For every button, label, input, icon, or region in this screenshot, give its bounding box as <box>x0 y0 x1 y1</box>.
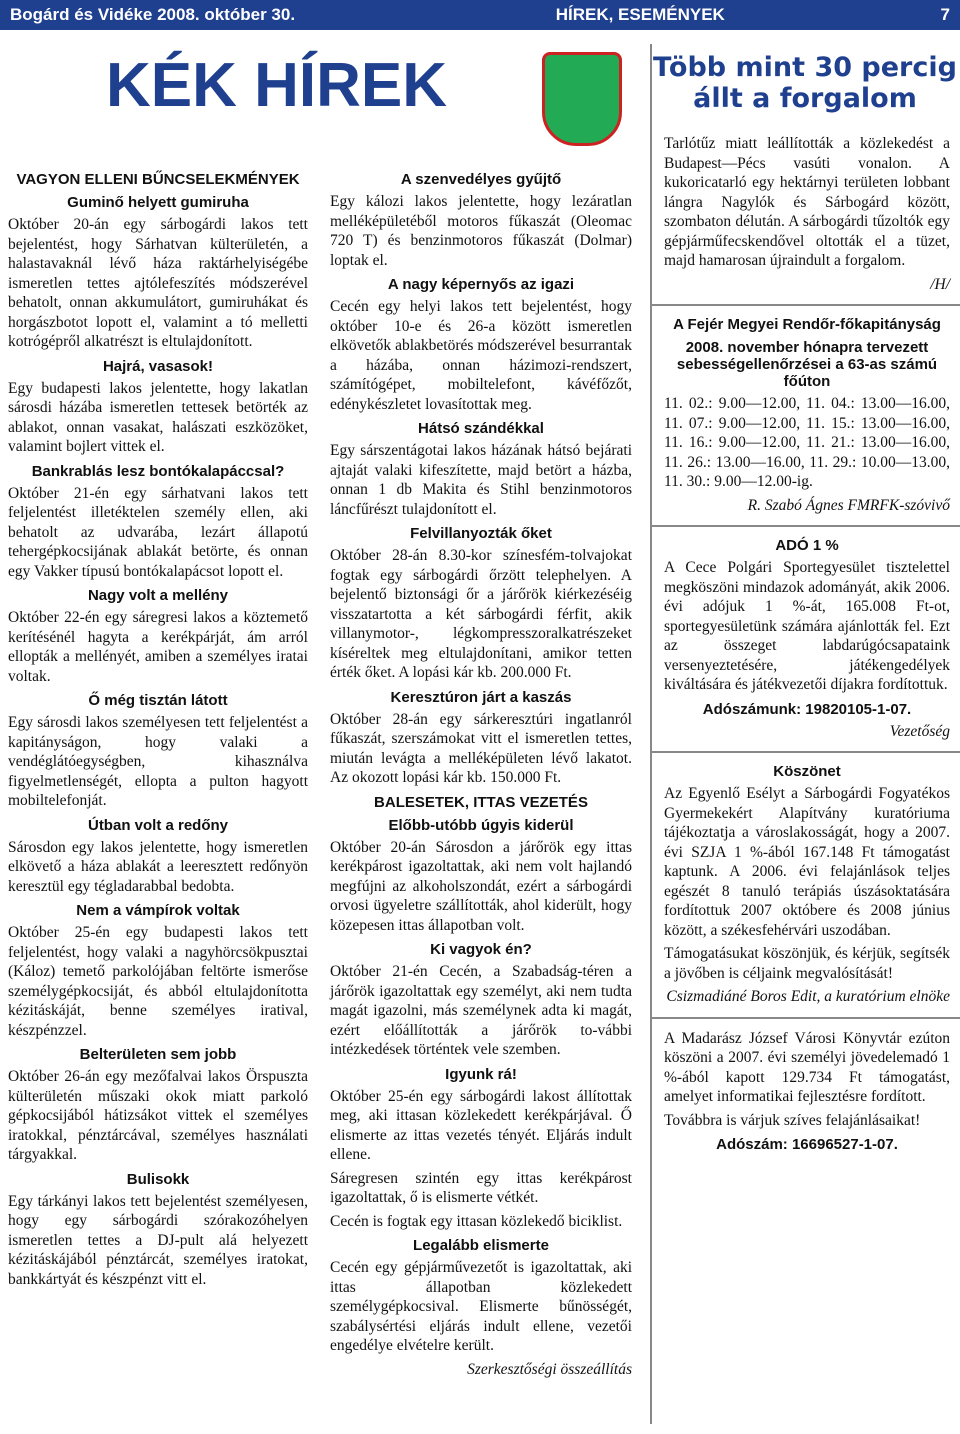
article-heading: Bulisokk <box>126 1170 190 1188</box>
article-heading: Köszönet <box>773 763 841 780</box>
article-heading: Legalább elismerte <box>413 1237 549 1254</box>
article-paragraph: Továbbra is várjuk szíves felajánlásaikat! <box>664 1111 921 1129</box>
article-paragraph: Október 28-án egy sárkeresztúri ingatlanról fűkaszát, szerszámokat vitt el ismeretlen tettes, miután levágta a melléképületen lévő lakatot. Az okozott lopási kár kb. 150.000 Ft. <box>330 710 632 786</box>
byline: Vezetőség <box>889 722 950 740</box>
page-header <box>0 0 960 30</box>
article-paragraph: A Cece Polgári Sportegyesület tisztelettel megköszöni mindazok adományát, akik 2006. évi adójuk 1 %-át, 165.008 Ft-ot, sportegyesületünk számára ajánlották fel. Ezt az összeget labdarúgócsapataink versenyeztetésére, játékengedélyek kiváltására és játékvezetői díjakra fordítottuk. <box>664 559 950 693</box>
article-heading: BALESETEK, ITTAS VEZETÉS <box>374 793 588 811</box>
article-paragraph: Tarlótűz miatt leállították a közlekedést a Budapest—Pécs vasúti vonalon. A kukoricatarló egy hektárnyi területen lobbant lángra Nagylók és Sárbogárd között, szombaton délután. A sárbogárdi tűzoltók egy gépjárműfecskendővel oltották el a tüzet, majd hamarosan újraindult a forgalom. <box>664 135 950 269</box>
article-heading: A Fejér Megyei Rendőr-főkapitányság <box>673 316 941 333</box>
article-paragraph: Egy sárosdi lakos személyesen tett feljelentést a kapitányságon, hogy valaki a vendéglátóegységben, kihasználva figyelmetlenségét, ellopta a pulton hagyott mobiltelefonját. <box>8 714 308 809</box>
banner <box>0 44 640 154</box>
article-heading: Belterületen sem jobb <box>79 1046 237 1063</box>
article-heading: Útban volt a redőny <box>87 816 229 834</box>
article-heading: A nagy képernyős az igazi <box>387 276 575 293</box>
column-1 <box>8 165 308 1293</box>
article-paragraph: A Madarász József Városi Könyvtár ezúton köszöni a 2007. évi személyi jövedelemadó 1 %-ából kapott 129.734 Ft támogatást, amelyet informatikai fejlesztésre fordított. <box>664 1029 950 1105</box>
article-heading: Nem a vámpírok voltak <box>76 902 240 919</box>
article-paragraph: Sárosdon egy lakos jelentette, hogy ismeretlen elkövető a háza ablakát a leeresztett redőnyön keresztül egy tégladarabbal bedobta. <box>8 838 308 895</box>
article-paragraph: Október 25-én egy sárbogárdi lakost állítottak meg, aki ittasan közlekedett kerékpárjával. Ő elismerte az ittas vezetés tényét. Eljárás indult ellene. <box>330 1087 632 1163</box>
article-heading: Adószámunk: 19820105-1-07. <box>702 700 912 718</box>
article-heading: A szenvedélyes gyűjtő <box>400 171 562 188</box>
article-paragraph: Október 21-én egy sárhatvani lakos tett feljelentést illetéktelen személy ellen, aki behatolt az udvarába, lezárt állapotú tehergépkocsijának ablakát betörte, és onnan egy Vakker típusú bontókalapácsot lopott el. <box>8 484 308 580</box>
column-3 <box>664 134 950 1157</box>
article-paragraph: Egy tárkányi lakos tett bejelentést személyesen, hogy egy sárbogárdi szórakozóhelyen ismeretlen tettes a DJ-pult alá helyezett kézitáskájából pénztárcát, személyes iratokat, bankkártyát és készpénzt vitt el. <box>8 1192 308 1288</box>
article-heading: 2008. november hónapra tervezett sebességellenőrzései a 63-as számú főúton <box>676 339 938 390</box>
article-paragraph: Cecén is fogtak egy ittasan közlekedő biciklist. <box>330 1212 623 1230</box>
box-title: Több mint 30 percig állt a forgalom <box>653 52 957 114</box>
article-paragraph: Október 28-án 8.30-kor színesfém-tolvajokat fogtak egy sárbogárdi őrzött telephelyen. A bejelentő biztonsági őr a járőrök kiérkezéséig visszatartotta a két sárbogárdi férfit, akik villanymotor-, légkompresszoralkatrészeket kíséreltek meg eltulajdonítani, amikor tetten érték őket. A lopási kár kb. 200.000 Ft. <box>330 547 632 681</box>
article-heading: Ki vagyok én? <box>430 941 532 958</box>
paper-name: Bogárd és Vidéke 2008. október 30. <box>10 5 296 24</box>
divider <box>650 304 960 306</box>
article-heading: Ő még tisztán látott <box>88 692 228 709</box>
article-paragraph: Egy kálozi lakos jelentette, hogy lezáratlan melléképületéből motoros fűkaszát (Oleomac 720 T) és benzinmotoros fűkaszát (Dolmar) loptak el. <box>330 193 632 269</box>
article-paragraph: Október 26-án egy mezőfalvai lakos Örspuszta külterületén műszaki okok miatt parkoló gépkocsijából hátizsákot vittek el személyes iratokkal, pénztárcával, személyes használati tárgyakkal. <box>8 1068 308 1163</box>
byline: /H/ <box>930 275 950 293</box>
article-heading: ADÓ 1 % <box>775 537 839 554</box>
article-heading: Nagy volt a mellény <box>87 587 229 604</box>
article-paragraph: Egy budapesti lakos jelentette, hogy lakatlan sárosdi házába ismeretlen tettesek betörték az ablakot, onnan vasakat, halászati eszközöket, valamint bojlert vittek el. <box>8 379 308 455</box>
article-paragraph: Október 21-én Cecén, a Szabadság-téren a járőrök igazoltattak egy személyt, aki nem tudta magát igazolni, más személynek adta ki magát, ezért előállították a járőrök to-vábbi intézkedések történtek vele szemben. <box>330 963 632 1058</box>
article-paragraph: Támogatásukat köszönjük, és kérjük, segítsék a jövőben is céljaink megvalósítását! <box>664 945 950 982</box>
police-badge-icon <box>542 52 622 146</box>
page-number: 7 <box>940 5 950 24</box>
page-title: KÉK HÍREK <box>106 51 448 120</box>
article-paragraph: Cecén egy helyi lakos tett bejelentést, hogy október 10-e és 26-a között ismeretlen elkövetők ablakbetörés módszerével besurrantak a házába, onnan házimozi-rendszert, számítógépet, mobiltelefont, kávéfőzőt, edénykészletet lovasítottak meg. <box>330 298 632 413</box>
article-heading: Hátsó szándékkal <box>418 420 544 437</box>
article-heading: Igyunk rá! <box>445 1065 517 1083</box>
article-heading: Előbb-utóbb úgyis kiderül <box>388 816 574 834</box>
article-paragraph: Október 25-én egy budapesti lakos tett feljelentést, hogy valaki a nagyhörcsökpusztai (Káloz) temető parkolójában feltörte ismerőse személygépkocsiját, és abból eltulajdonította kézitáskáját, benne személyes iratival, készpénzzel. <box>8 924 308 1039</box>
article-paragraph: Sáregresen szintén egy ittas kerékpárost igazoltattak, ő is elismerte vétkét. <box>330 1169 632 1206</box>
article-heading: Keresztúron járt a kaszás <box>390 688 572 706</box>
article-heading: Felvillanyozták őket <box>410 525 552 542</box>
article-paragraph: Október 20-án egy sárbogárdi lakos tett bejelentést, hogy Sárhatvan külterületén, a halastavaknál lévő háza raktárhelyiségébe ismeretlen tettes ajtólefeszítés módszerével behatolt, onnan akkumulátort, gumiruhákat és horgászbotot lopott el, valamint a tó melletti kotrógépről alkatrészt is eltulajdonított. <box>8 216 308 350</box>
divider <box>650 525 960 527</box>
byline: R. Szabó Ágnes FMRFK-szóvivő <box>747 496 950 514</box>
article-heading: Adószám: 16696527-1-07. <box>716 1136 898 1153</box>
article-heading: Bankrablás lesz bontókalapáccsal? <box>31 462 285 480</box>
article-paragraph: Cecén egy gépjárművezetőt is igazoltattak, aki ittas állapotban közlekedett személygépkocsival. Elismerte bűnösségét, szabálysértési eljárás indult ellene, vezetői engedélye elvételre került. <box>330 1259 632 1354</box>
article-heading: Hajrá, vasasok! <box>102 357 214 375</box>
article-paragraph: Október 20-án Sárosdon a járőrök egy ittas kerékpárost igazoltattak, aki nem volt hajlandó megfújni az alkoholszondát, ezért a sárbogárdi orvosi ügyeletre szállították, ahol kiderült, hogy közepesen ittas állapotban volt. <box>330 838 632 934</box>
divider <box>650 751 960 753</box>
byline: Szerkesztőségi összeállítás <box>467 1360 632 1378</box>
byline: Csizmadiáné Boros Edit, a kuratórium elnöke <box>666 988 950 1005</box>
column-2 <box>330 165 632 1383</box>
article-paragraph: 11. 02.: 9.00—12.00, 11. 04.: 13.00—16.00, 11. 07.: 9.00—12.00, 11. 15.: 13.00—16.00, 11. 16.: 9.00—12.00, 11. 21.: 13.00—16.00, 11. 26.: 13.00—16.00, 11. 29.: 10.00—13.00, 11. 30.: 9.00—12.00-ig. <box>664 395 950 490</box>
article-paragraph: Egy sárszentágotai lakos házának hátsó bejárati ajtaját valaki kifeszítette, majd betört a házba, onnan 1 db Makita és Stihl benzinmotoros láncfűrészt tulajdonított el. <box>330 442 632 518</box>
article-paragraph: Október 22-én egy sáregresi lakos a köztemető kerítésénél hagyta a kerékpárját, ám arról ellopták a mellényét, amiben a személyes iratai voltak. <box>8 609 308 685</box>
section-title: HÍREK, ESEMÉNYEK <box>555 5 725 24</box>
article-heading: VAGYON ELLENI BŰNCSELEKMÉNYEK <box>16 171 300 188</box>
divider <box>650 1017 960 1019</box>
article-paragraph: Az Egyenlő Esélyt a Sárbogárdi Fogyatékos Gyermekekért Alapítvány kuratóriuma tájékoztatja a városlakosságát, hogy a 2007. évi SZJA 1 %-ából 167.148 Ft támogatást kaptunk. A 2006. évi felajánlások teljes egészét 8 tanuló terápiás úszásoktatására fordítottuk 2007 októbere és 2008 június között, a székesfehérvári uszodában. <box>664 785 950 939</box>
article-heading: Guminő helyett gumiruha <box>67 194 249 211</box>
